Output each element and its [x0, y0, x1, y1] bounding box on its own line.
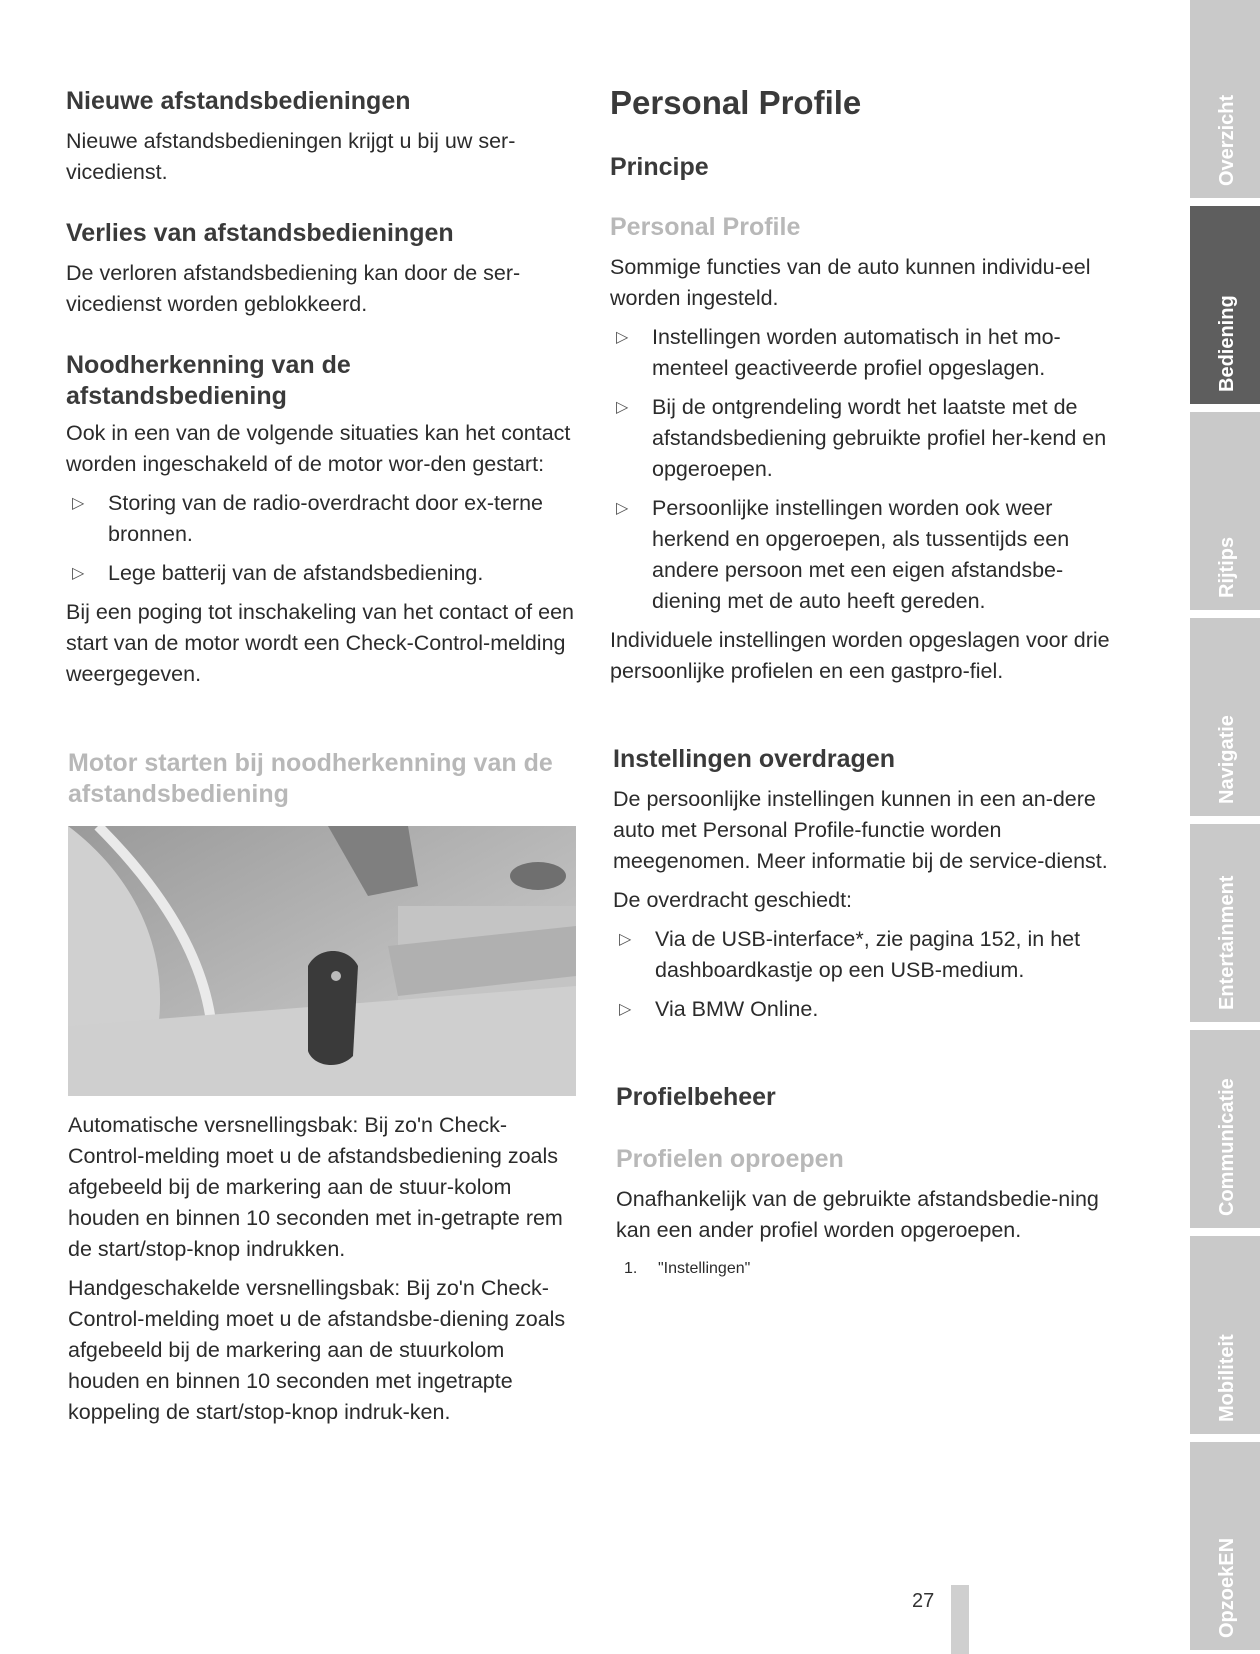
page-number: 27 [912, 1590, 935, 1612]
triangle-bullet-icon: ▷ [72, 565, 85, 582]
triangle-bullet-icon: ▷ [616, 399, 629, 416]
triangle-bullet-icon: ▷ [72, 495, 85, 512]
list-item: ▷ Persoonlijke instellingen worden ook weer herkend en opgeroepen, als tussentijds een andere persoon met een eigen afstandsbe-diening met de auto heeft gereden. [610, 493, 1120, 617]
subsection-title-call-profiles: Profielen oproepen [616, 1145, 844, 1173]
list-item: ▷ Via BMW Online. [613, 994, 1123, 1025]
paragraph: Onafhankelijk van de gebruikte afstandsbedie-ning kan een ander profiel worden opgeroepen. [616, 1187, 1099, 1242]
paragraph: Nieuwe afstandsbedieningen krijgt u bij uw ser-vicedienst. [66, 129, 516, 184]
tab-mobiliteit[interactable]: Mobiliteit [1190, 1236, 1260, 1438]
subsection-title-start-engine: Motor starten bij noodherkenning van de afstandsbediening [68, 749, 553, 808]
step-text: "Instellingen" [658, 1260, 751, 1277]
section-title-emergency-detection: Noodherkenning van de afstandsbediening [66, 351, 351, 410]
paragraph: Sommige functies van de auto kunnen individu-eel worden ingesteld. [610, 255, 1091, 310]
remote-key-photo [68, 826, 576, 1096]
paragraph: Bij een poging tot inschakeling van het contact of een start van de motor wordt een Check-Control-melding weergegeven. [66, 600, 574, 686]
paragraph: De overdracht geschiedt: [613, 888, 853, 912]
section-title-new-remotes: Nieuwe afstandsbedieningen [66, 87, 411, 115]
list-item: ▷ Lege batterij van de afstandsbediening. [66, 558, 576, 589]
numbered-step [616, 1260, 1126, 1278]
tab-communicatie[interactable]: Communicatie [1190, 1030, 1260, 1232]
paragraph: Handgeschakelde versnellingsbak: Bij zo'n Check-Control-melding moet u de afstandsbe-diening zoals afgebeeld bij de markering aan de stuurkolom houden en binnen 10 seconden met ingetrapte koppeling de start/stop-knop indruk-ken. [68, 1276, 566, 1424]
list-item: ▷ Via de USB-interface*, zie pagina 152, in het dashboardkastje op een USB-medium. [613, 924, 1123, 986]
section-title-principe: Principe [610, 153, 709, 181]
tab-overzicht[interactable]: Overzicht [1190, 0, 1260, 202]
paragraph: Individuele instellingen worden opgeslagen voor drie persoonlijke profielen en een gastpro-fiel. [610, 628, 1110, 683]
list-item: ▷ Instellingen worden automatisch in het mo-menteel geactiveerde profiel opgeslagen. [610, 322, 1120, 384]
list-item: ▷ Bij de ontgrendeling wordt het laatste met de afstandsbediening gebruikte profiel her-kend en opgeroepen. [610, 392, 1120, 485]
triangle-bullet-icon: ▷ [616, 500, 629, 517]
page-title: Personal Profile [610, 84, 862, 121]
section-title-lost-remotes: Verlies van afstandsbedieningen [66, 219, 454, 247]
paragraph: De verloren afstandsbediening kan door de ser-vicedienst worden geblokkeerd. [66, 261, 521, 316]
paragraph: Ook in een van de volgende situaties kan het contact worden ingeschakeld of de motor wor-den gestart: [66, 421, 571, 476]
paragraph: De persoonlijke instellingen kunnen in een an-dere auto met Personal Profile-functie worden meegenomen. Meer informatie bij de service-dienst. [613, 787, 1108, 873]
tab-bediening[interactable]: Bediening [1190, 206, 1260, 408]
tab-entertainment[interactable]: Entertainment [1190, 824, 1260, 1026]
section-title-profile-management: Profielbeheer [616, 1083, 776, 1111]
page-marker-bar [951, 1585, 969, 1654]
triangle-bullet-icon: ▷ [619, 1001, 632, 1018]
paragraph: Automatische versnellingsbak: Bij zo'n Check-Control-melding moet u de afstandsbediening zoals afgebeeld bij de markering aan de stuur-kolom houden en binnen 10 seconden met in-getrapte rem de start/stop-knop indrukken. [68, 1113, 563, 1261]
tab-opzoeken[interactable]: OpzoekEN [1190, 1442, 1260, 1654]
triangle-bullet-icon: ▷ [619, 931, 632, 948]
tab-rijtips[interactable]: Rijtips [1190, 412, 1260, 614]
chapter-tabs [1190, 0, 1260, 1654]
step-number: 1. [624, 1260, 638, 1277]
section-title-transfer: Instellingen overdragen [613, 745, 896, 773]
triangle-bullet-icon: ▷ [616, 329, 629, 346]
tab-navigatie[interactable]: Navigatie [1190, 618, 1260, 820]
subsection-title-personal-profile: Personal Profile [610, 213, 801, 241]
list-item: ▷ Storing van de radio-overdracht door ex-terne bronnen. [66, 488, 576, 550]
